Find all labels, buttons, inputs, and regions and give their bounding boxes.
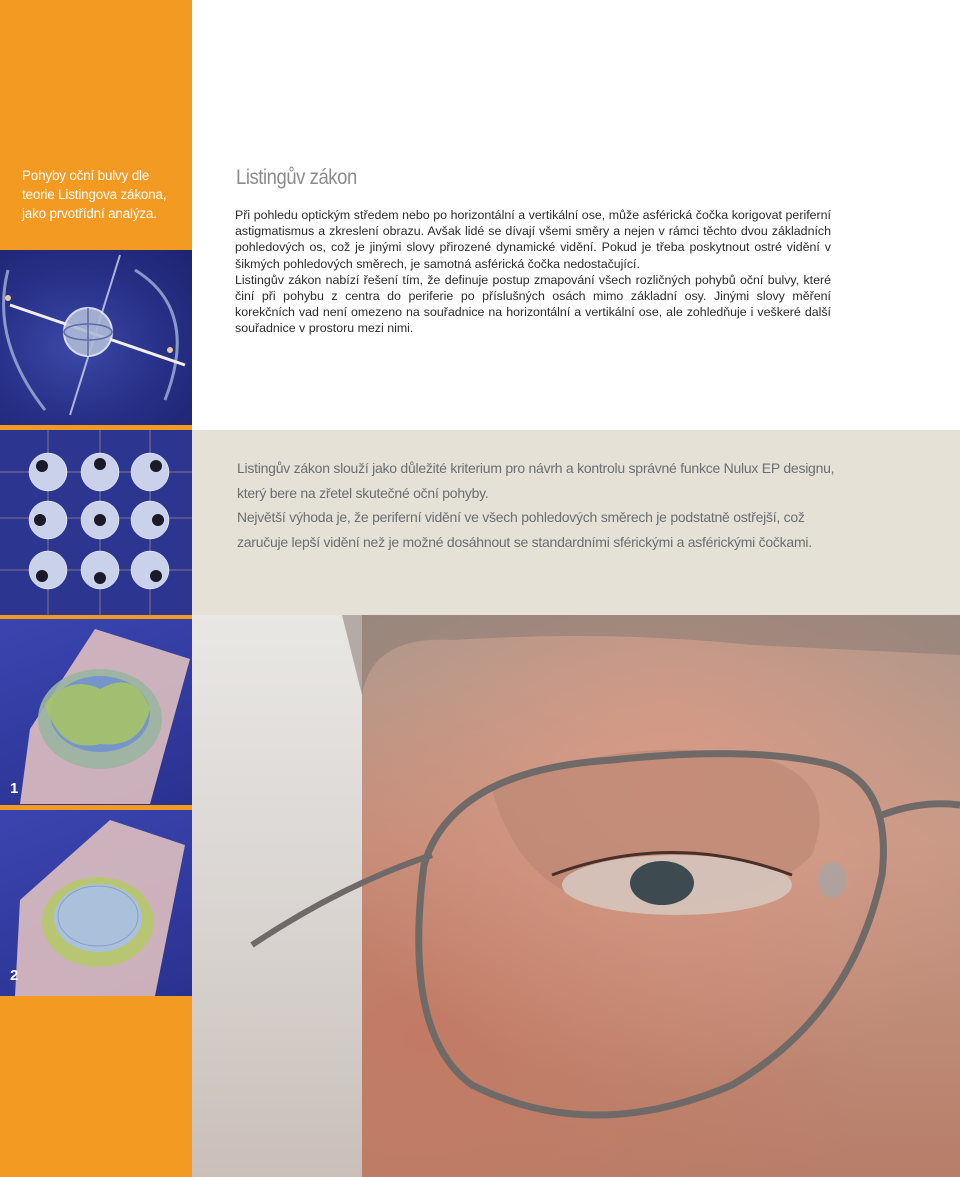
figure-number-2: 2 bbox=[10, 967, 19, 984]
glasses-illustration bbox=[192, 615, 960, 1177]
figure-number-1: 1 bbox=[10, 780, 19, 797]
lens-surface-plot-2 bbox=[0, 810, 192, 996]
highlight-paragraph: Největší výhoda je, že periferní vidění ve všech pohledových směrech je podstatně ostřejší, což zaručuje lepší vidění než je možné dosáhnout se standardními sférickými a asférickými čočkami. bbox=[237, 509, 812, 550]
eyeball-illustration bbox=[0, 250, 192, 425]
body-text bbox=[235, 207, 831, 337]
lens-surface-plot-1 bbox=[0, 619, 192, 805]
highlight-paragraph: Listingův zákon slouží jako důležité kriterium pro návrh a kontrolu správné funkce Nulux EP designu, který bere na zřetel skutečné oční pohyby. bbox=[237, 460, 835, 501]
highlight-text bbox=[237, 456, 847, 554]
body-paragraph: Listingův zákon nabízí řešení tím, že definuje postup zmapování všech rozličných pohybů oční bulvy, které činí při pohybu z centra do periferie po příslušných osách mimo základní osy. Jinými slovy měření korekčních vad není omezeno na souřadnice na horizontální a vertikální ose, ale zohledňuje i veškeré další souřadnice v prostoru mezi nimi. bbox=[235, 272, 831, 336]
eye-positions-grid bbox=[0, 430, 192, 615]
sidebar-caption: Pohyby oční bulvy dle teorie Listingova zákona, jako prvotřídní analýza. bbox=[22, 168, 167, 221]
body-paragraph: Při pohledu optickým středem nebo po horizontální a vertikální ose, může asférická čočka korigovat periferní astigmatismus a zkreslení obrazu. Avšak lidé se dívají všemi směry a nejen v rámci těchto dvou základních pohledových os, což je jinými slovy přirozené dynamické vidění. Pokud je třeba poskytnout ostré vidění v šikmých pohledových směrech, je samotná asférická čočka nedostačující. bbox=[235, 208, 831, 271]
section-heading: Listingův zákon bbox=[236, 166, 357, 189]
